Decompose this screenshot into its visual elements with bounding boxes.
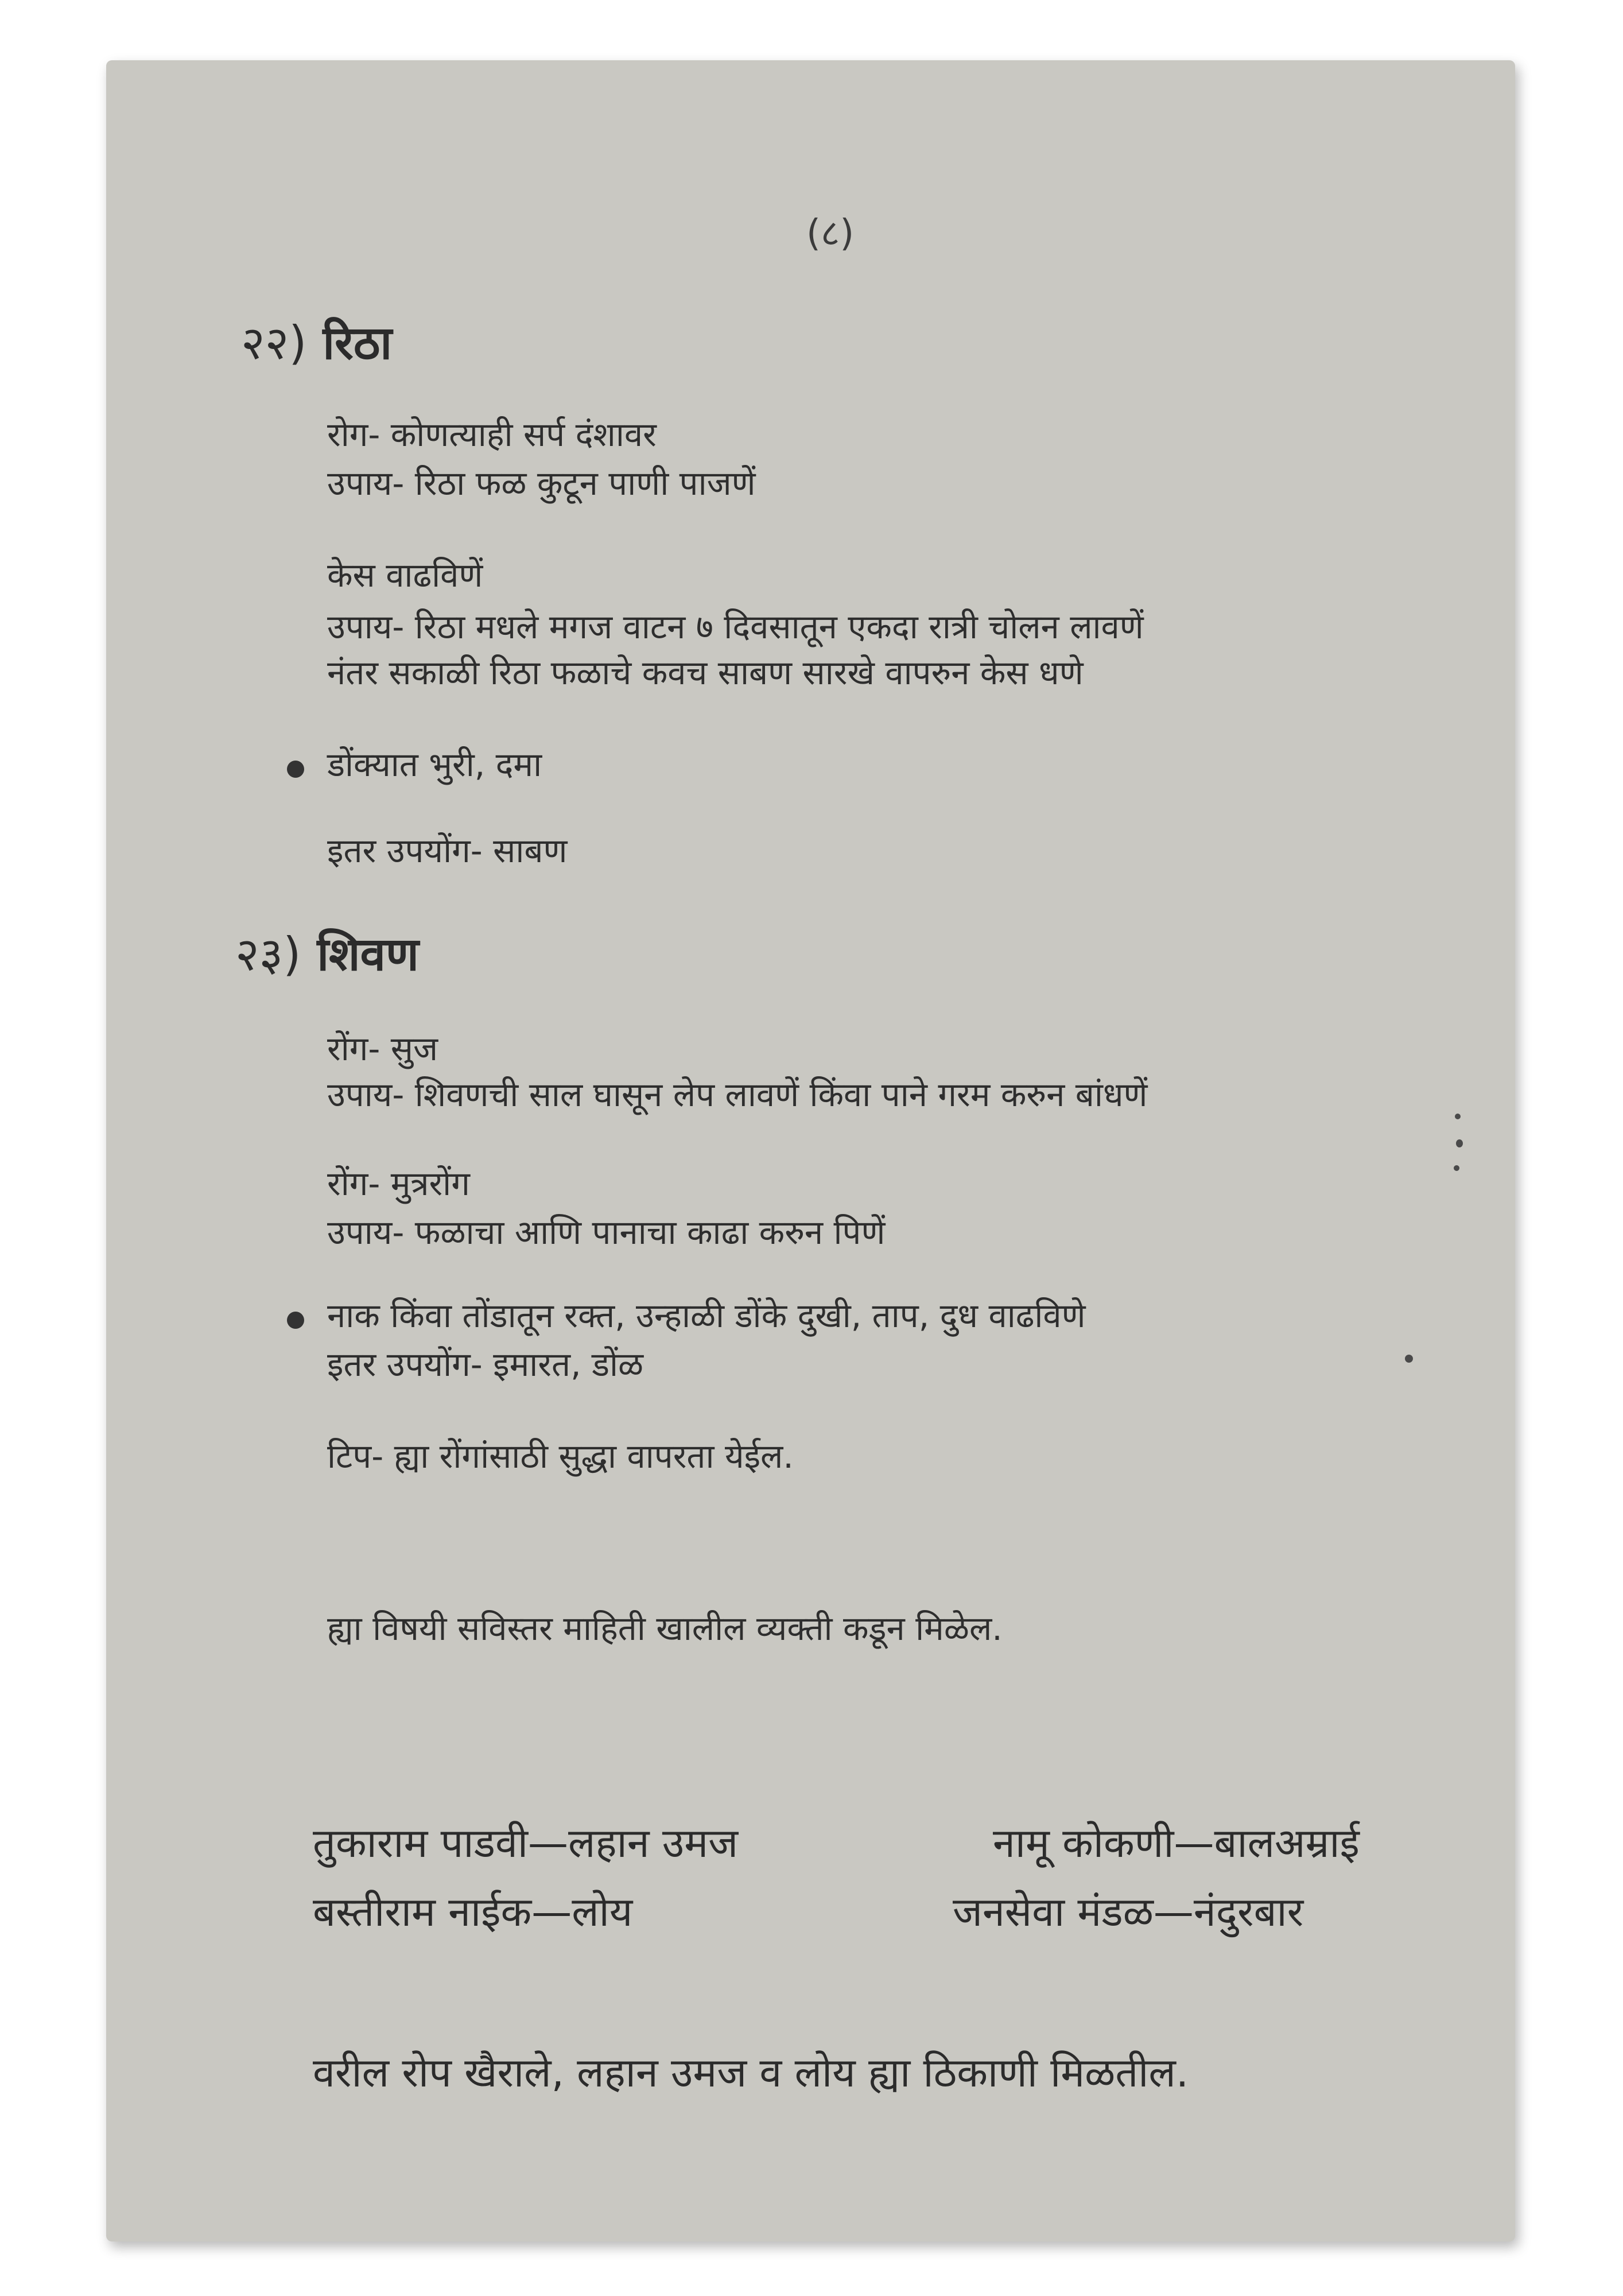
section-22-line-7: इतर उपयोंग- साबण [327, 831, 568, 870]
section-22-line-4: उपाय- रिठा मधले मगज वाटन ७ दिवसातून एकदा रात्री चोलन लावणें [327, 607, 1144, 646]
contact-right-2: जनसेवा मंडळ—नंदुरबार [953, 1888, 1304, 1936]
section-23-line-7: टिप- ह्या रोंगांसाठी सुद्धा वापरता येईल. [327, 1437, 794, 1476]
section-23-title: शिवण [317, 928, 419, 981]
section-23-line-3: रोंग- मुत्ररोंग [327, 1164, 470, 1203]
contact-left-2: बस्तीराम नाईक—लोय [313, 1888, 633, 1936]
section-23-number: २३) [235, 928, 301, 981]
contact-left-1: तुकाराम पाडवी—लहान उमज [313, 1820, 739, 1867]
page-number: (८) [806, 212, 855, 255]
section-22-line-5: नंतर सकाळी रिठा फळाचे कवच साबण सारखे वापरुन केस धणे [327, 653, 1084, 692]
section-22-heading [241, 310, 392, 373]
section-23-heading [235, 921, 419, 984]
section-23-line-5: नाक किंवा तोंडातून रक्त, उन्हाळी डोंके दुखी, ताप, दुध वाढविणे [327, 1296, 1086, 1335]
section-22-number: २२) [241, 316, 307, 370]
section-23-line-4: उपाय- फळाचा आणि पानाचा काढा करुन पिणें [327, 1213, 886, 1252]
paper-speck [1455, 1114, 1461, 1119]
section-22-title: रिठा [323, 316, 393, 370]
paper-speck [1405, 1355, 1413, 1363]
section-22-line-2: उपाय- रिठा फळ कुटून पाणी पाजणें [327, 464, 756, 503]
section-22-line-6: डोंक्यात भुरी, दमा [327, 745, 542, 784]
info-line: ह्या विषयी सविस्तर माहिती खालील व्यक्ती कडून मिळेल. [327, 1609, 1003, 1648]
section-23-line-2: उपाय- शिवणची साल घासून लेप लावणें किंवा पाने गरम करुन बांधणें [327, 1075, 1148, 1114]
section-23-line-1: रोंग- सुज [327, 1029, 438, 1068]
paper-speck [1456, 1139, 1463, 1147]
bullet-marker [287, 1312, 304, 1329]
contact-right-1: नामू कोकणी—बालअम्राई [993, 1820, 1360, 1867]
footer-note: वरील रोप खैराले, लहान उमज व लोय ह्या ठिकाणी मिळतील. [313, 2049, 1189, 2096]
paper-speck [1454, 1165, 1459, 1171]
section-23-line-6: इतर उपयोंग- इमारत, डोंळ [327, 1345, 644, 1384]
section-22-line-1: रोग- कोणत्याही सर्प दंशावर [327, 415, 657, 454]
bullet-marker [287, 761, 304, 778]
section-22-line-3: केस वाढविणें [327, 556, 483, 595]
